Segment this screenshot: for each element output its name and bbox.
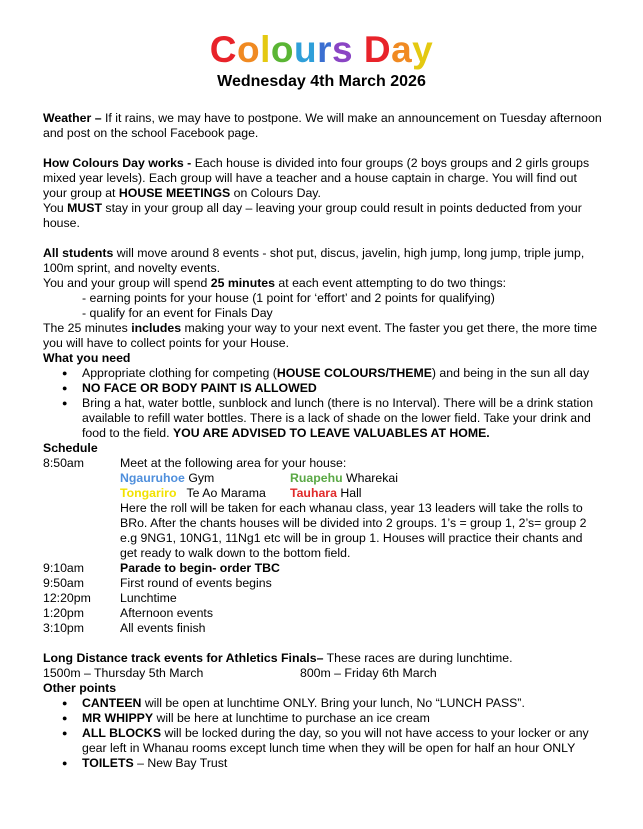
item-bold: MR WHIPPY xyxy=(82,711,154,725)
schedule-desc: Afternoon events xyxy=(120,606,213,620)
item-text: Appropriate clothing for competing ( xyxy=(82,366,277,380)
house-meetings-text: HOUSE MEETINGS xyxy=(118,186,231,200)
item-bold: HOUSE COLOURS/THEME xyxy=(276,366,432,380)
title-letter: y xyxy=(412,29,434,70)
list-item xyxy=(43,381,603,396)
minutes-bold: 25 minutes xyxy=(210,276,275,290)
title-letter: C xyxy=(209,29,237,70)
all-students-paragraph xyxy=(43,246,603,276)
item-text: will be locked during the day, so you will not have access to your locker or any gear left in Whanau rooms except lunch time when they will be open for half an hour ONLY xyxy=(82,726,589,755)
must-text: stay in your group all day – leaving your group could result in points deducted from your house. xyxy=(43,201,582,230)
must-text: You xyxy=(43,201,68,215)
weather-text: If it rains, we may have to postpone. We will make an announcement on Tuesday afternoon and post on the school Facebook page. xyxy=(43,111,602,140)
points-item: - earning points for your house (1 point for ‘effort’ and 2 points for qualifying) xyxy=(82,291,495,305)
long-distance-paragraph xyxy=(43,651,603,666)
title-letter: s xyxy=(332,29,354,70)
list-item xyxy=(43,726,603,756)
qualify-item: - qualify for an event for Finals Day xyxy=(82,306,273,320)
schedule-desc xyxy=(120,561,603,576)
house-place: Te Ao Marama xyxy=(176,486,266,500)
schedule-title: Schedule xyxy=(43,441,98,455)
schedule-time: 8:50am xyxy=(43,456,85,470)
house-name: Ngauruhoe xyxy=(120,471,185,485)
schedule-desc: First round of events begins xyxy=(120,576,272,590)
includes-paragraph xyxy=(43,321,603,351)
schedule-time: 9:10am xyxy=(43,561,85,575)
long-distance-text: These races are during lunchtime. xyxy=(323,651,513,665)
title-letter: o xyxy=(270,29,294,70)
schedule-desc xyxy=(120,456,603,561)
house-locations xyxy=(120,471,603,501)
house-name: Tongariro xyxy=(120,486,177,500)
item-text: ) and being in the sun all day xyxy=(431,366,590,380)
students-text: making your way to your next event. The faster you get there, the more time you will have to collect points for your House. xyxy=(43,321,598,350)
other-points-heading xyxy=(43,681,603,696)
roll-text: Here the roll will be taken for each whanau class, year 13 leaders will take the rolls to BRo. After the chants houses will be divided into 2 groups. 1’s = group 1, 2’s= group 2 e.g 9NG1, 10NG1, 11Ng1 etc will be in group 1. Houses will practice their chants and get ready to walk down to the bottom field. xyxy=(120,501,587,560)
group-time-paragraph xyxy=(43,276,603,291)
what-you-need-heading xyxy=(43,351,603,366)
item-bold: ALL BLOCKS xyxy=(82,726,162,740)
item-text: will be open at lunchtime ONLY. Bring your lunch, No “LUNCH PASS”. xyxy=(141,696,525,710)
page-title xyxy=(0,28,643,72)
item-bold: YOU ARE ADVISED TO LEAVE VALUABLES AT HOME. xyxy=(172,426,490,440)
how-text: on Colours Day. xyxy=(230,186,321,200)
all-students-label: All students xyxy=(43,246,114,260)
other-points-list xyxy=(43,696,603,771)
schedule-row xyxy=(43,591,603,606)
other-points-title: Other points xyxy=(43,681,117,695)
schedule-row xyxy=(43,576,603,591)
schedule-row xyxy=(43,456,603,561)
title-letter xyxy=(353,29,364,70)
must-stay-paragraph xyxy=(43,201,603,231)
house-place: Gym xyxy=(184,471,215,485)
event-date: Wednesday 4th March 2026 xyxy=(217,73,426,90)
schedule-desc: Lunchtime xyxy=(120,591,177,605)
title-letter: r xyxy=(317,29,332,70)
how-it-works-paragraph xyxy=(43,156,603,201)
list-item xyxy=(43,396,603,441)
what-you-need-title: What you need xyxy=(43,351,131,365)
students-text: You and your group will spend xyxy=(43,276,211,290)
how-label: How Colours Day works - xyxy=(43,156,192,170)
long-distance-label: Long Distance track events for Athletics Finals– xyxy=(43,651,324,665)
meet-text: Meet at the following area for your house: xyxy=(120,456,347,470)
race-800m: 800m – Friday 6th March xyxy=(300,666,437,680)
schedule-time: 1:20pm xyxy=(43,606,85,620)
house-place: Wharekai xyxy=(342,471,398,485)
list-item xyxy=(43,711,603,726)
house-tauhara xyxy=(290,486,510,501)
schedule-desc: All events finish xyxy=(120,621,206,635)
schedule-row xyxy=(43,561,603,576)
title-letter: l xyxy=(260,29,271,70)
weather-label: Weather – xyxy=(43,111,102,125)
house-tongariro xyxy=(120,486,290,501)
schedule-time: 12:20pm xyxy=(43,591,91,605)
schedule-row xyxy=(43,621,603,636)
item-bold: TOILETS xyxy=(82,756,134,770)
house-ngauruhoe xyxy=(120,471,290,486)
what-you-need-list xyxy=(43,366,603,441)
list-item xyxy=(43,756,603,771)
race-1500m: 1500m – Thursday 5th March xyxy=(43,666,204,680)
item-text: will be here at lunchtime to purchase an ice cream xyxy=(153,711,430,725)
schedule-time: 3:10pm xyxy=(43,621,85,635)
title-letter: o xyxy=(236,29,261,70)
students-text: at each event attempting to do two things: xyxy=(274,276,507,290)
document-body xyxy=(43,111,603,771)
includes-bold: includes xyxy=(131,321,182,335)
students-text: will move around 8 events - shot put, discus, javelin, high jump, long jump, triple jump, 100m sprint, and novelty events. xyxy=(43,246,585,275)
title-letter: u xyxy=(293,29,318,70)
schedule-time: 9:50am xyxy=(43,576,85,590)
item-text: – New Bay Trust xyxy=(133,756,228,770)
house-name: Ruapehu xyxy=(290,471,343,485)
schedule-row xyxy=(43,606,603,621)
schedule-heading xyxy=(43,441,603,456)
list-item xyxy=(43,366,603,381)
item-text: Bring a hat, water bottle, sunblock and lunch (there is no Interval). There will be a drink station available to refill water bottles. There is a lack of shade on the lower field. Take your drink and food to the field. xyxy=(82,396,594,440)
house-name: Tauhara xyxy=(290,486,337,500)
must-bold: MUST xyxy=(67,201,103,215)
weather-paragraph xyxy=(43,111,603,141)
title-letter: D xyxy=(363,29,392,70)
students-text: The 25 minutes xyxy=(43,321,132,335)
list-item xyxy=(43,696,603,711)
house-ruapehu xyxy=(290,471,510,486)
item-bold: NO FACE OR BODY PAINT IS ALLOWED xyxy=(82,381,317,395)
title-letter: a xyxy=(391,29,413,70)
item-bold: CANTEEN xyxy=(82,696,142,710)
how-text: Each house is divided into four groups (2 boys groups and 2 girls groups mixed year levels). Each group will have a teacher and a house captain in charge. You will find out your group at xyxy=(43,156,590,200)
long-distance-dates xyxy=(43,666,603,681)
house-place: Hall xyxy=(336,486,362,500)
parade-text: Parade to begin- order TBC xyxy=(120,561,280,575)
